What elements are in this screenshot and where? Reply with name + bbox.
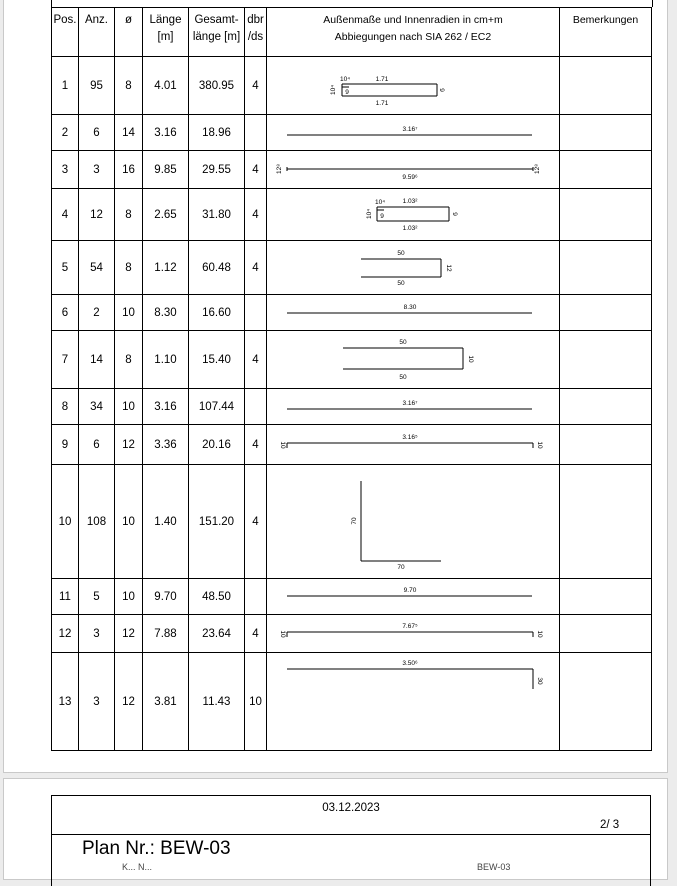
cell-length: 1.12	[143, 241, 189, 295]
cell-dbr: 4	[245, 189, 267, 241]
header-qty: Anz.	[79, 8, 115, 57]
dimension-label: 3.50⁶	[402, 660, 418, 667]
header-dbr: dbr /ds	[245, 8, 267, 57]
cell-remarks	[560, 189, 652, 241]
cell-pos: 6	[52, 295, 79, 331]
table-row	[52, 425, 652, 465]
cell-diameter: 10	[115, 465, 143, 579]
cell-total-length: 23.64	[189, 615, 245, 653]
cell-shape	[267, 57, 560, 115]
dimension-label: 30	[536, 677, 543, 685]
dimension-label: 7.67⁵	[402, 623, 418, 630]
cell-remarks	[560, 295, 652, 331]
dimension-label: 70	[351, 517, 358, 525]
cell-shape	[267, 579, 560, 615]
cell-dbr: 4	[245, 425, 267, 465]
dimension-label: 10⁴	[366, 208, 373, 220]
cell-pos: 11	[52, 579, 79, 615]
table-row	[52, 653, 652, 751]
dimension-label: 50	[399, 374, 407, 381]
cell-diameter: 10	[115, 295, 143, 331]
title-block	[51, 795, 651, 886]
cell-remarks	[560, 115, 652, 151]
title-divider	[52, 834, 650, 835]
cell-length: 8.30	[143, 295, 189, 331]
rebar-shape-drawing	[267, 57, 558, 115]
dimension-label: 12⁸	[276, 164, 283, 174]
cell-shape	[267, 389, 560, 425]
cell-diameter: 16	[115, 151, 143, 189]
cell-pos: 9	[52, 425, 79, 465]
dimension-label: 9	[345, 89, 349, 96]
cell-length: 9.70	[143, 579, 189, 615]
cell-total-length: 29.55	[189, 151, 245, 189]
cell-remarks	[560, 653, 652, 751]
cell-shape	[267, 241, 560, 295]
dimension-label: 50	[399, 339, 407, 346]
rebar-shape-drawing	[267, 295, 558, 331]
dimension-label: 9	[451, 212, 458, 216]
cell-total-length: 380.95	[189, 57, 245, 115]
cell-remarks	[560, 331, 652, 389]
cell-shape	[267, 653, 560, 751]
rebar-schedule-table	[51, 7, 652, 751]
cell-shape	[267, 331, 560, 389]
dimension-label: 12⁸	[534, 164, 541, 174]
cell-shape	[267, 425, 560, 465]
rebar-shape-drawing	[267, 425, 558, 465]
dimension-label: 8.30	[403, 304, 417, 311]
table-top-frame	[51, 0, 653, 7]
title-field-cut-left: K... N...	[122, 862, 153, 872]
cell-length: 7.88	[143, 615, 189, 653]
table-header-row	[52, 8, 652, 57]
rebar-shape-drawing	[267, 115, 558, 151]
cell-qty: 5	[79, 579, 115, 615]
plan-page-2	[3, 778, 668, 880]
cell-shape	[267, 189, 560, 241]
cell-qty: 3	[79, 151, 115, 189]
dimension-label: 9	[438, 88, 445, 92]
dimension-label: 10⁴	[330, 84, 337, 96]
cell-qty: 108	[79, 465, 115, 579]
cell-diameter: 8	[115, 57, 143, 115]
cell-remarks	[560, 57, 652, 115]
cell-pos: 12	[52, 615, 79, 653]
cell-dbr: 4	[245, 151, 267, 189]
cell-total-length: 151.20	[189, 465, 245, 579]
cell-diameter: 12	[115, 653, 143, 751]
cell-shape	[267, 151, 560, 189]
rebar-shape-drawing	[267, 615, 558, 653]
dimension-label: 50	[397, 280, 405, 287]
rebar-shape-drawing	[267, 189, 558, 241]
cell-qty: 34	[79, 389, 115, 425]
rebar-shape-drawing	[267, 389, 558, 425]
cell-qty: 6	[79, 425, 115, 465]
dimension-label: 10	[279, 441, 286, 449]
table-row	[52, 57, 652, 115]
table-row	[52, 151, 652, 189]
cell-pos: 2	[52, 115, 79, 151]
dimension-label: 9.70	[403, 587, 417, 594]
header-pos: Pos.	[52, 8, 79, 57]
cell-qty: 2	[79, 295, 115, 331]
cell-pos: 3	[52, 151, 79, 189]
rebar-shape-drawing	[267, 331, 558, 389]
table-row	[52, 331, 652, 389]
dimension-label: 3.16⁵	[402, 434, 418, 441]
cell-shape	[267, 615, 560, 653]
rebar-shape-drawing	[267, 579, 558, 615]
dimension-label: 50	[397, 250, 405, 257]
rebar-shape-drawing	[267, 241, 558, 295]
cell-length: 1.40	[143, 465, 189, 579]
plan-date: 03.12.2023	[322, 802, 380, 814]
cell-length: 2.65	[143, 189, 189, 241]
header-length: Länge [m]	[143, 8, 189, 57]
table-row	[52, 189, 652, 241]
title-field-cut-right: BEW-03	[477, 862, 511, 872]
cell-diameter: 8	[115, 331, 143, 389]
cell-diameter: 12	[115, 615, 143, 653]
table-row	[52, 115, 652, 151]
cell-qty: 6	[79, 115, 115, 151]
cell-total-length: 48.50	[189, 579, 245, 615]
cell-remarks	[560, 241, 652, 295]
cell-total-length: 107.44	[189, 389, 245, 425]
dimension-label: 10	[536, 630, 543, 638]
cell-pos: 5	[52, 241, 79, 295]
cell-diameter: 8	[115, 241, 143, 295]
header-total-length: Gesamt- länge [m]	[189, 8, 245, 57]
cell-total-length: 60.48	[189, 241, 245, 295]
cell-remarks	[560, 465, 652, 579]
header-shape: Außenmaße und Innenradien in cm+m Abbiegungen nach SIA 262 / EC2	[267, 8, 560, 57]
cell-dbr: 4	[245, 615, 267, 653]
cell-diameter: 10	[115, 579, 143, 615]
table-row	[52, 579, 652, 615]
dimension-label: 10	[279, 630, 286, 638]
dimension-label: 9	[380, 213, 384, 220]
cell-total-length: 16.60	[189, 295, 245, 331]
dimension-label: 3.16⁷	[402, 126, 418, 133]
cell-length: 3.36	[143, 425, 189, 465]
table-row	[52, 615, 652, 653]
rebar-shape-drawing	[267, 151, 558, 189]
cell-dbr: 10	[245, 653, 267, 751]
cell-length: 9.85	[143, 151, 189, 189]
dimension-label: 12	[445, 264, 452, 272]
cell-dbr: 4	[245, 241, 267, 295]
dimension-label: 1.71	[375, 100, 389, 107]
cell-length: 3.16	[143, 115, 189, 151]
cell-qty: 54	[79, 241, 115, 295]
dimension-label: 1.71	[375, 76, 389, 83]
rebar-shape-drawing	[267, 653, 558, 751]
cell-qty: 14	[79, 331, 115, 389]
cell-remarks	[560, 389, 652, 425]
cell-diameter: 14	[115, 115, 143, 151]
cell-qty: 95	[79, 57, 115, 115]
cell-dbr: 4	[245, 465, 267, 579]
table-row	[52, 465, 652, 579]
cell-pos: 10	[52, 465, 79, 579]
cell-pos: 13	[52, 653, 79, 751]
cell-total-length: 11.43	[189, 653, 245, 751]
table-row	[52, 389, 652, 425]
plan-page-1	[3, 0, 668, 773]
cell-dbr	[245, 579, 267, 615]
dimension-label: 70	[397, 564, 405, 571]
dimension-label: 9.59⁶	[402, 174, 418, 181]
cell-total-length: 31.80	[189, 189, 245, 241]
dimension-label: 10⁴	[374, 199, 386, 206]
cell-dbr	[245, 389, 267, 425]
header-diameter: ø	[115, 8, 143, 57]
rebar-shape-drawing	[267, 465, 558, 579]
cell-shape	[267, 115, 560, 151]
cell-total-length: 18.96	[189, 115, 245, 151]
dimension-label: 3.16⁷	[402, 400, 418, 407]
cell-dbr: 4	[245, 57, 267, 115]
table-row	[52, 241, 652, 295]
cell-total-length: 15.40	[189, 331, 245, 389]
cell-pos: 4	[52, 189, 79, 241]
cell-pos: 1	[52, 57, 79, 115]
cell-qty: 3	[79, 653, 115, 751]
dimension-label: 1.03²	[402, 225, 418, 232]
cell-pos: 8	[52, 389, 79, 425]
page-number: 2/ 3	[600, 819, 620, 831]
dimension-label: 10	[536, 441, 543, 449]
cell-length: 1.10	[143, 331, 189, 389]
cell-remarks	[560, 615, 652, 653]
cell-qty: 12	[79, 189, 115, 241]
cell-length: 3.81	[143, 653, 189, 751]
cell-shape	[267, 295, 560, 331]
cell-dbr	[245, 295, 267, 331]
cell-remarks	[560, 579, 652, 615]
cell-remarks	[560, 425, 652, 465]
dimension-label: 10⁴	[339, 76, 351, 83]
cell-pos: 7	[52, 331, 79, 389]
dimension-label: 1.03²	[402, 198, 418, 205]
table-row	[52, 295, 652, 331]
header-remarks: Bemerkungen	[560, 8, 652, 57]
cell-length: 4.01	[143, 57, 189, 115]
cell-diameter: 8	[115, 189, 143, 241]
cell-shape	[267, 465, 560, 579]
cell-dbr: 4	[245, 331, 267, 389]
cell-remarks	[560, 151, 652, 189]
cell-qty: 3	[79, 615, 115, 653]
cell-length: 3.16	[143, 389, 189, 425]
cell-dbr	[245, 115, 267, 151]
cell-total-length: 20.16	[189, 425, 245, 465]
plan-number: Plan Nr.: BEW-03	[82, 838, 231, 859]
cell-diameter: 10	[115, 389, 143, 425]
cell-diameter: 12	[115, 425, 143, 465]
dimension-label: 10	[467, 355, 474, 363]
